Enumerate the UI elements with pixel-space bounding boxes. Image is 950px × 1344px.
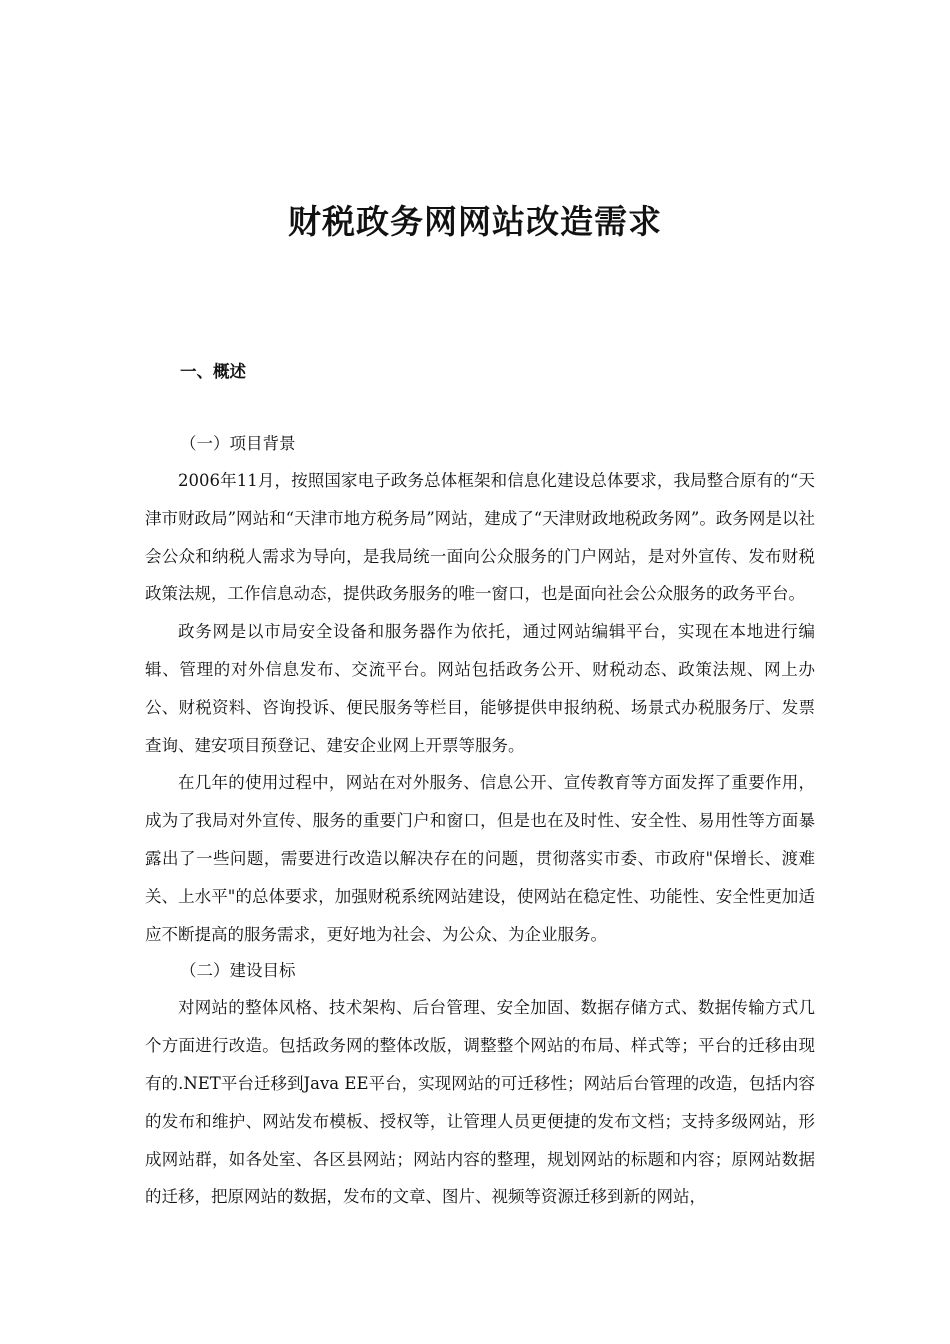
paragraph: 在几年的使用过程中，网站在对外服务、信息公开、宣传教育等方面发挥了重要作用，成为了我局对外宣传、服务的重要门户和窗口，但是也在及时性、安全性、易用性等方面暴露出了一些问题，需要进行改造以解决存在的问题，贯彻落实市委、市政府"保增长、渡难关、上水平"的总体要求，加强财税系统网站建设，使网站在稳定性、功能性、安全性更加适应不断提高的服务需求，更好地为社会、为公众、为企业服务。 [145,773,815,944]
document-title: 财税政务网网站改造需求 [288,202,662,241]
subsection-heading-background: （一）项目背景 [180,434,296,453]
spacer [145,390,815,426]
paragraph: 政务网是以市局安全设备和服务器作为依托，通过网站编辑平台，实现在本地进行编辑、管理的对外信息发布、交流平台。网站包括政务公开、财税动态、政策法规、网上办公、财税资料、咨询投诉、便民服务等栏目，能够提供申报纳税、场景式办税服务厅、发票查询、建安项目预登记、建安企业网上开票等服务。 [145,622,815,755]
subsection-heading-goals: （二）建设目标 [180,961,296,981]
paragraph: 2006年11月，按照国家电子政务总体框架和信息化建设总体要求，我局整合原有的“天津市财政局”网站和“天津市地方税务局”网站，建成了“天津财政地税政务网”。政务网是以社会公众和纳税人需求为导向，是我局统一面向公众服务的门户网站，是对外宣传、发布财税政策法规，工作信息动态，提供政务服务的唯一窗口，也是面向社会公众服务的政务平台。 [145,471,815,604]
paragraph: 对网站的整体风格、技术架构、后台管理、安全加固、数据存储方式、数据传输方式几个方面进行改造。包括政务网的整体改版，调整整个网站的布局、样式等；平台的迁移由现有的.NET平台迁移到Java EE平台，实现网站的可迁移性；网站后台管理的改造，包括内容的发布和维护、网站发布模板、授权等，让管理人员更便捷的发布文档；支持多级网站，形成网站群，如各处室、各区县网站；网站内容的整理，规划网站的标题和内容；原网站数据的迁移，把原网站的数据，发布的文章、图片、视频等资源迁移到新的网站， [145,998,815,1207]
section-heading-overview: 一、概述 [180,362,246,381]
document-body [145,354,815,1216]
